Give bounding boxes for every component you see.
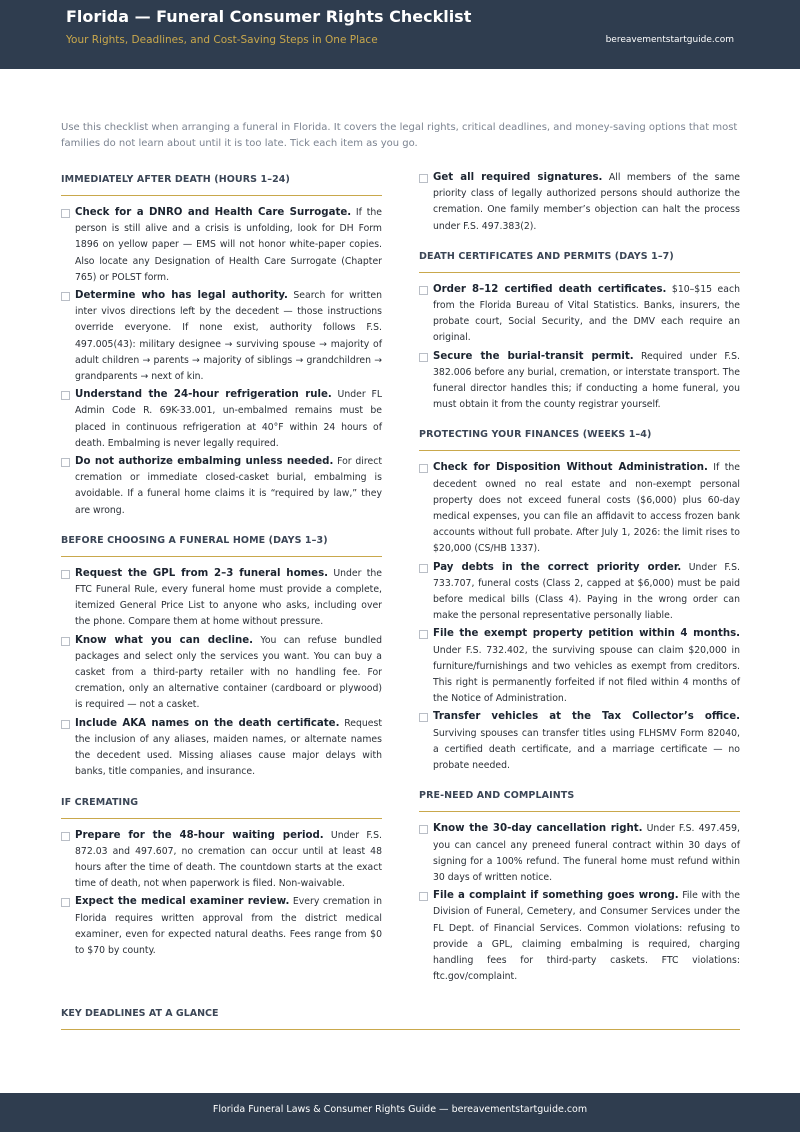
section-heading: DEATH CERTIFICATES AND PERMITS (DAYS 1–7) [419, 247, 740, 273]
header-site-link[interactable]: bereavementstartguide.com [605, 35, 734, 45]
checklist-item [419, 282, 740, 347]
checkbox[interactable] [419, 564, 428, 573]
item-lead: Check for Disposition Without Administration. [433, 462, 708, 474]
checklist-item [419, 821, 740, 886]
item-lead: Secure the burial-transit permit. [433, 350, 634, 362]
checkbox[interactable] [61, 832, 70, 841]
checkbox[interactable] [61, 391, 70, 400]
checklist-item [419, 560, 740, 625]
item-lead: Order 8–12 certified death certificates. [433, 283, 667, 295]
section-heading: PROTECTING YOUR FINANCES (WEEKS 1–4) [419, 425, 740, 451]
section-heading: IF CREMATING [61, 793, 382, 819]
checklist-item [61, 288, 382, 385]
checklist-item [419, 460, 740, 557]
section-heading: IMMEDIATELY AFTER DEATH (HOURS 1–24) [61, 170, 382, 196]
checklist-item [61, 566, 382, 631]
checklist-item [419, 626, 740, 707]
item-body: Search for written inter vivos directions left by the decedent — those instructions override everyone. If none exist, authority follows F.S. 497.005(43): military designee → surviving spouse → majority of adult children → parents → majority of siblings → grandchildren → grandparents → next of kin. [75, 290, 383, 383]
item-lead: Do not authorize embalming unless needed. [75, 456, 334, 468]
checkbox[interactable] [61, 458, 70, 467]
checklist-item [419, 888, 740, 985]
item-body: Request the inclusion of any aliases, maiden names, or alternate names the decedent used. Missing aliases cause major delays with banks, title companies, and insurance. [75, 717, 382, 778]
item-body: Under F.S. 733.707, funeral costs (Class 2, capped at $6,000) must be paid before medical bills (Class 4). Paying in the wrong order can make the personal representative personally liable. [433, 561, 740, 622]
checkbox[interactable] [61, 898, 70, 907]
item-body: Under F.S. 497.459, you can cancel any preneed funeral contract within 30 days of signing for a 100% refund. The funeral home must refund within 30 days of written notice. [433, 823, 740, 883]
item-lead: Determine who has legal authority. [75, 290, 288, 302]
checkbox[interactable] [419, 464, 428, 473]
checkbox[interactable] [61, 209, 70, 218]
item-lead: Know what you can decline. [75, 634, 254, 646]
item-lead: Expect the medical examiner review. [75, 896, 290, 908]
intro-text: Use this checklist when arranging a funeral in Florida. It covers the legal rights, critical deadlines, and money-saving options that most families do not learn about until it is too late. Tick each item as you go. [61, 122, 738, 149]
checkbox[interactable] [419, 713, 428, 722]
item-lead: Request the GPL from 2–3 funeral homes. [75, 567, 329, 579]
section-heading: PRE-NEED AND COMPLAINTS [419, 786, 740, 812]
checkbox[interactable] [419, 353, 428, 362]
page-footer [0, 1093, 800, 1132]
checkbox[interactable] [419, 825, 428, 834]
item-body: Under F.S. 872.03 and 497.607, no cremation can occur until at least 48 hours after the time of death. The countdown starts at the exact time of death, not when paperwork is filed. Non-waivable. [75, 829, 382, 890]
item-lead: File the exempt property petition within 4 months. [433, 628, 740, 640]
item-body: For direct cremation or immediate closed-casket burial, embalming is avoidable. If a funeral home claims it is “required by law,” they are wrong. [75, 456, 382, 516]
item-lead: Pay debts in the correct priority order. [433, 561, 682, 573]
checklist-item [61, 716, 382, 781]
page-subtitle: Your Rights, Deadlines, and Cost-Saving Steps in One Place [66, 34, 378, 46]
item-body: Surviving spouses can transfer titles using FLHSMV Form 82040, a certified death certificate, and a marriage certificate — no probate needed. [433, 727, 740, 772]
footer-text: Florida Funeral Laws & Consumer Rights Guide — bereavementstartguide.com [212, 1104, 588, 1115]
item-body: If the person is still alive and a crisis is unfolding, look for DH Form 1896 on yellow paper — EMS will not honor white-paper copies. Also locate any Designation of Health Care Surrogate (Chapter 765) or POLST form. [75, 207, 382, 283]
item-lead: Get all required signatures. [433, 172, 603, 183]
item-body: $10–$15 each from the Florida Bureau of Vital Statistics. Banks, insurers, the probate court, Social Security, and the DMV each require an original. [433, 283, 740, 344]
checklist-item [61, 205, 382, 286]
item-lead: Prepare for the 48-hour waiting period. [75, 829, 324, 841]
right-column [419, 170, 740, 987]
checkbox[interactable] [61, 637, 70, 646]
item-body: Every cremation in Florida requires written approval from the district medical examiner, even for expected natural deaths. Fees range from $0 to $70 by county. [75, 896, 382, 956]
section-heading-deadlines: KEY DEADLINES AT A GLANCE [61, 1004, 740, 1030]
item-lead: Understand the 24-hour refrigeration rule. [75, 389, 332, 401]
page-header [0, 0, 800, 69]
item-lead: File a complaint if something goes wrong. [433, 890, 679, 902]
item-lead: Include AKA names on the death certificate. [75, 717, 340, 729]
checkbox[interactable] [61, 720, 70, 729]
checkbox[interactable] [61, 292, 70, 301]
checklist-item [61, 454, 382, 519]
item-body: Under FL Admin Code R. 69K-33.001, un-embalmed remains must be placed in continuous refrigeration at 40°F within 24 hours of death. Embalming is never legally required. [75, 389, 382, 449]
left-column [61, 170, 382, 961]
checkbox[interactable] [419, 174, 428, 183]
item-body: File with the Division of Funeral, Cemetery, and Consumer Services under the FL Dept. of Financial Services. Common violations: refusing to provide a GPL, claiming embalming is required, charging handling fees for third-party caskets. FTC violations: ftc.gov/complaint. [433, 890, 740, 983]
checklist-item [61, 828, 382, 893]
checkbox[interactable] [419, 630, 428, 639]
checklist-item [419, 349, 740, 414]
item-body: You can refuse bundled packages and select only the services you want. You can buy a casket from a third-party retailer with no handling fee. For cremation, only an alternative container (cardboard or plywood) is required — not a casket. [75, 634, 382, 711]
item-body: Required under F.S. 382.006 before any burial, cremation, or interstate transport. The funeral director handles this; if conducting a home funeral, you must obtain it from the county registrar yourself. [433, 350, 740, 411]
item-lead: Check for a DNRO and Health Care Surrogate. [75, 207, 352, 218]
item-body: If the decedent owned no real estate and non-exempt personal property does not exceed funeral costs ($6,000) plus 60-day medical expenses, you can file an affidavit to access frozen bank accounts without full probate. After July 1, 2026: the limit rises to $20,000 (CS/HB 1337). [433, 462, 741, 555]
checklist-item [61, 387, 382, 452]
page-title: Florida — Funeral Consumer Rights Checklist [66, 7, 472, 26]
section-heading: BEFORE CHOOSING A FUNERAL HOME (DAYS 1–3) [61, 531, 382, 557]
item-lead: Transfer vehicles at the Tax Collector’s office. [433, 711, 740, 723]
checkbox[interactable] [419, 892, 428, 901]
checklist-item [419, 170, 740, 235]
item-lead: Know the 30-day cancellation right. [433, 823, 643, 835]
item-body: Under the FTC Funeral Rule, every funeral home must provide a complete, itemized General Price List to anyone who asks, including over the phone. Compare them at home without pressure. [75, 567, 382, 628]
checkbox[interactable] [419, 286, 428, 295]
checklist-item [419, 709, 740, 774]
checklist-item [61, 633, 382, 714]
item-body: Under F.S. 732.402, the surviving spouse can claim $20,000 in furniture/furnishings and two vehicles as exempt from creditors. This right is permanently forfeited if not filed within 4 months of the Notice of Administration. [433, 644, 740, 705]
checkbox[interactable] [61, 570, 70, 579]
item-body: All members of the same priority class of legally authorized persons should authorize the cremation. One family member’s objection can halt the process under F.S. 497.383(2). [433, 172, 740, 232]
checklist-item [61, 894, 382, 959]
